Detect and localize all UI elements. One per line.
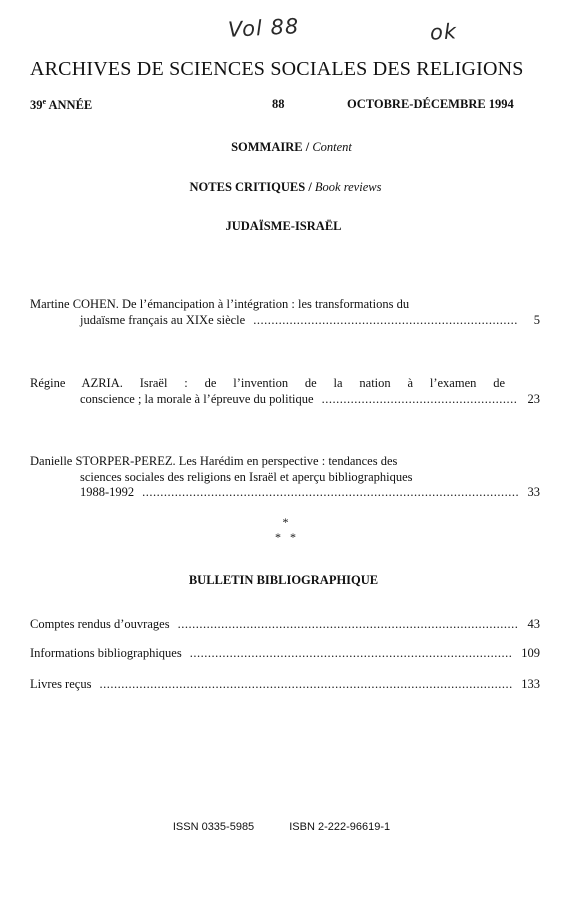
toc-entry-line: sciences sociales des religions en Israël et aperçu bibliographiques <box>80 469 413 484</box>
footer-identifiers <box>0 821 563 833</box>
asterism-top: * <box>282 515 289 529</box>
bulletin-item <box>30 677 540 692</box>
sommaire-heading: SOMMAIRE / Content <box>231 140 352 154</box>
toc-entry-line: judaïsme français au XIXe siècle <box>80 312 246 327</box>
handwritten-ok-note: ok <box>429 19 458 45</box>
bulletin-item-label: Comptes rendus d’ouvrages <box>30 617 170 631</box>
issue-date: OCTOBRE-DÉCEMBRE 1994 <box>347 97 514 111</box>
isbn-number: ISBN 2-222-96619-1 <box>289 821 391 833</box>
leader-dots <box>178 617 518 632</box>
toc-entry-line: Danielle STORPER-PEREZ. Les Harédim en perspective : tendances des <box>30 454 398 468</box>
bulletin-item-label: Informations bibliographiques <box>30 646 182 660</box>
handwritten-volume-note: Vol 88 <box>227 14 300 42</box>
toc-page-number: 5 <box>533 312 540 327</box>
leader-dots <box>322 392 518 408</box>
toc-entry <box>30 376 540 407</box>
bulletin-heading: BULLETIN BIBLIOGRAPHIQUE <box>188 573 379 587</box>
toc-entry <box>30 454 540 501</box>
issue-number: 88 <box>272 97 285 111</box>
leader-dots <box>253 313 518 329</box>
leader-dots <box>142 485 518 501</box>
toc-entry-line: conscience ; la morale à l’épreuve du politique <box>80 391 314 406</box>
toc-page-number: 23 <box>527 391 540 406</box>
toc-entry-line: 1988-1992 <box>80 485 135 499</box>
asterism-bottom: * * <box>275 530 296 544</box>
issue-year: 39e ANNÉE <box>30 97 93 113</box>
toc-page-number: 33 <box>527 485 540 499</box>
notes-critiques-heading: NOTES CRITIQUES / Book reviews <box>189 180 382 194</box>
leader-dots <box>190 646 514 661</box>
toc-entry-line: Régine AZRIA. Israël : de l’invention de la nation à l’examen de <box>30 376 505 390</box>
bulletin-item-label: Livres reçus <box>30 677 92 691</box>
issn-number: ISSN 0335-5985 <box>172 821 255 833</box>
bulletin-item <box>30 646 540 661</box>
bulletin-page-number: 43 <box>527 617 540 631</box>
journal-title: ARCHIVES DE SCIENCES SOCIALES DES RELIGIONS <box>30 58 524 80</box>
bulletin-page-number: 109 <box>521 646 540 660</box>
toc-entry <box>30 297 540 328</box>
toc-entry-line: Martine COHEN. De l’émancipation à l’intégration : les transformations du <box>30 297 410 311</box>
bulletin-page-number: 133 <box>521 677 540 691</box>
theme-heading: JUDAÏSME-ISRAËL <box>225 219 342 233</box>
leader-dots <box>99 677 513 692</box>
bulletin-item <box>30 617 540 632</box>
